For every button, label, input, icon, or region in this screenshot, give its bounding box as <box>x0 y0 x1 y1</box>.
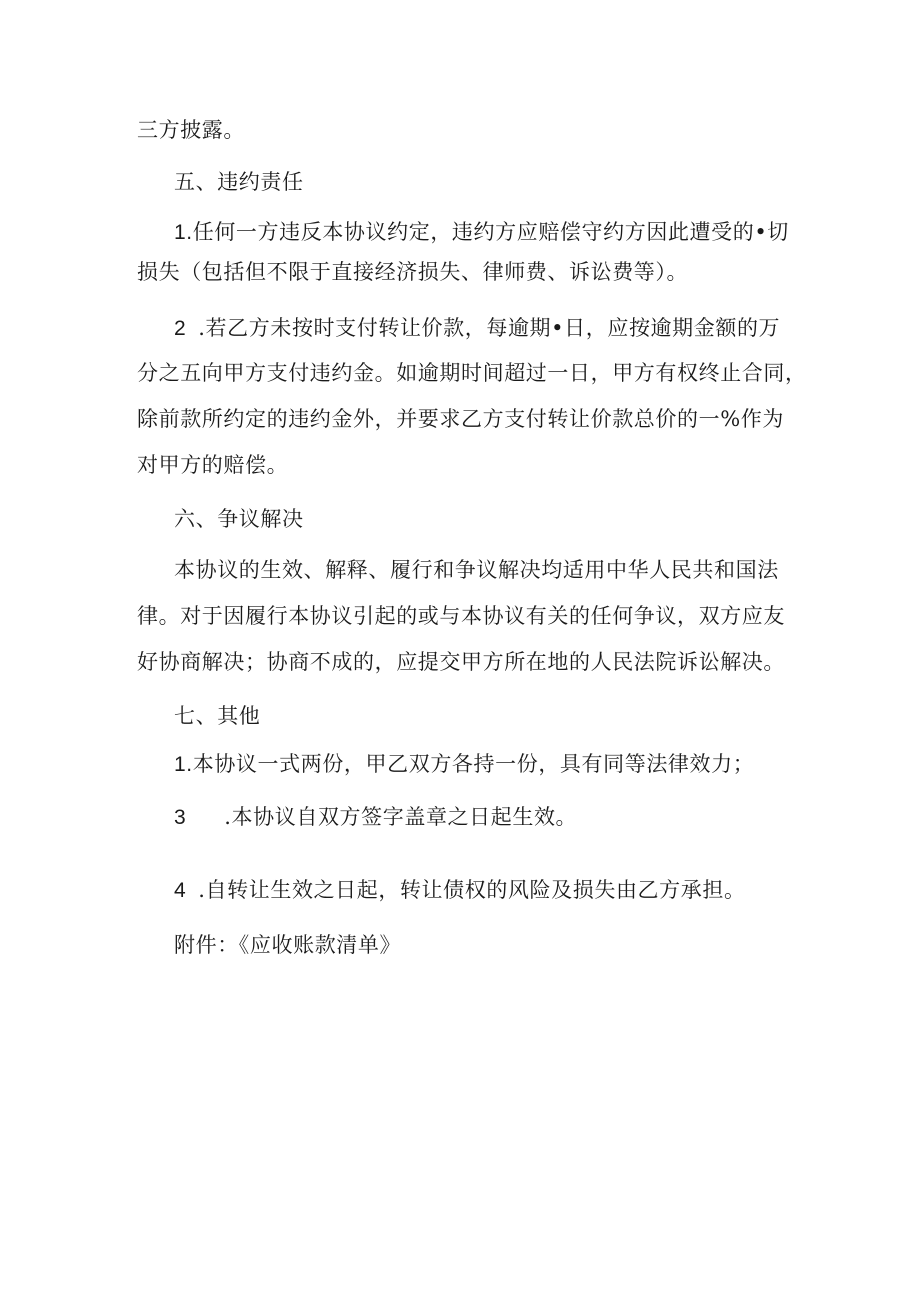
item-number: 1. <box>174 753 193 776</box>
item-text: 本协议一式两份，甲乙双方各持一份，具有同等法律效力； <box>192 752 755 776</box>
breach-item-2-line-3: 除前款所约定的违约金外，并要求乙方支付转让价款总价的一%作为 <box>137 407 784 431</box>
breach-item-1-line-1 <box>174 218 789 247</box>
breach-item-2-line-1 <box>174 314 780 343</box>
item-number: 3 <box>174 806 187 829</box>
item-text: .若乙方未按时支付转让价款，每逾期•日，应按逾期金额的万 <box>198 316 781 340</box>
dispute-line-3: 好协商解决；协商不成的，应提交甲方所在地的人民法院诉讼解决。 <box>137 650 785 674</box>
breach-item-2-line-2: 分之五向甲方支付违约金。如逾期时间超过一日，甲方有权终止合同， <box>137 361 807 385</box>
dispute-line-1: 本协议的生效、解释、履行和争议解决均适用中华人民共和国法 <box>174 558 779 582</box>
item-number: 1. <box>174 221 193 244</box>
section-heading-other: 七、其他 <box>174 704 261 728</box>
attachment-note: 附件：《应收账款清单》 <box>174 933 402 957</box>
section-heading-breach: 五、违约责任 <box>174 170 304 194</box>
item-text: 任何一方违反本协议约定，违约方应赔偿守约方因此遭受的•切 <box>192 220 789 244</box>
item-text: .自转让生效之日起，转让债权的风险及损失由乙方承担。 <box>198 878 746 902</box>
item-number: 2 <box>174 317 187 340</box>
continuation-text: 三方披露。 <box>137 118 245 142</box>
dispute-line-2: 律。对于因履行本协议引起的或与本协议有关的任何争议，双方应友 <box>137 604 785 628</box>
other-item-3 <box>174 803 577 832</box>
item-number: 4 <box>174 879 187 902</box>
section-heading-dispute: 六、争议解决 <box>174 507 304 531</box>
breach-item-1-line-2: 损失（包括但不限于直接经济损失、律师费、诉讼费等）。 <box>137 260 689 284</box>
other-item-1 <box>174 750 754 779</box>
other-item-4 <box>174 876 746 905</box>
item-text: .本协议自双方签字盖章之日起生效。 <box>224 805 578 829</box>
breach-item-2-line-4: 对甲方的赔偿。 <box>137 453 289 477</box>
